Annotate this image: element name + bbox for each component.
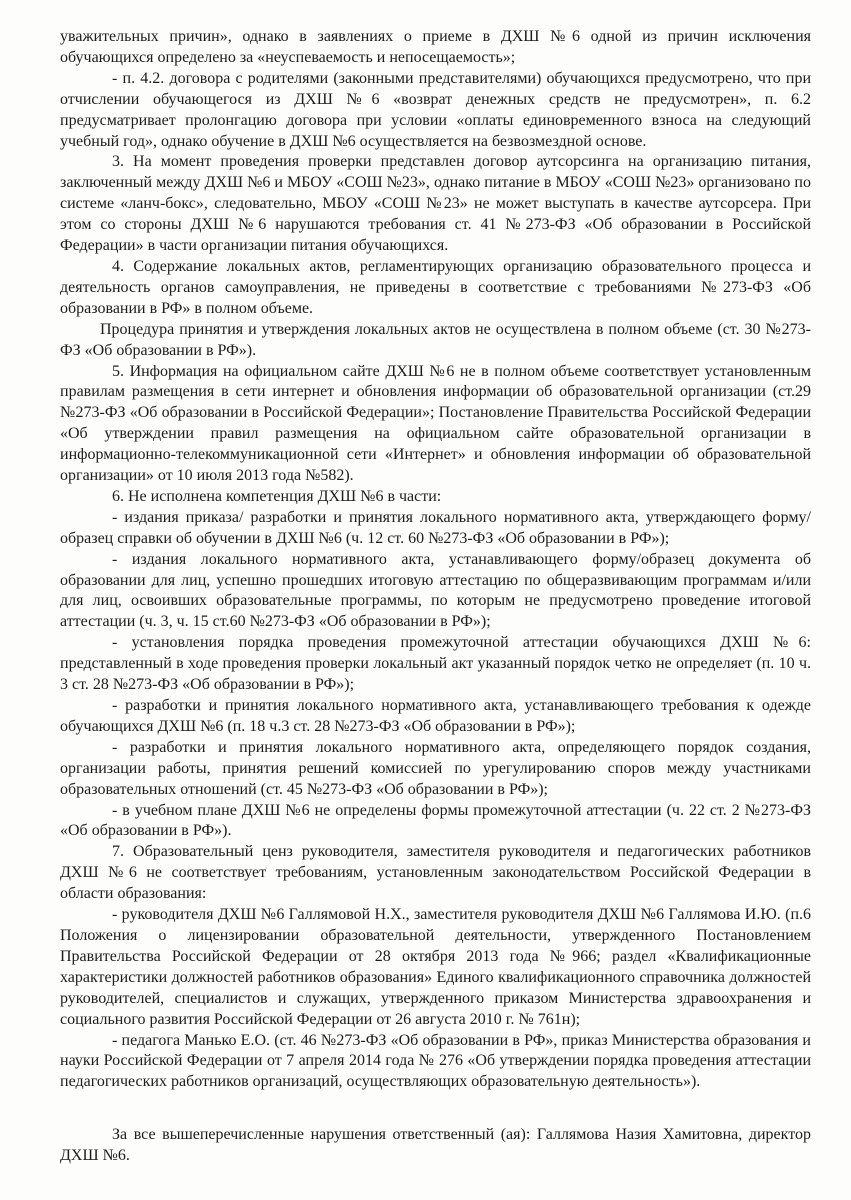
paragraph-item-6-d: - разработки и принятия локального нормативного акта, устанавливающего требования к одежде обучающихся ДХШ №6 (п. 18 ч.3 ст. 28 №273-ФЗ «Об образовании в РФ»); (60, 697, 811, 735)
paragraph-item-6-e: - разработки и принятия локального нормативного акта, определяющего порядок создания, организации работы, принятия решений комиссией по урегулированию споров между участниками образовательных отношений (ст. 45 №273-ФЗ «Об образовании в РФ»); (60, 738, 811, 798)
paragraph-continuation: уважительных причин», однако в заявлениях о приеме в ДХШ №6 одной из причин исключения обучающихся определено за «неуспеваемость и непосещаемость»; (60, 28, 811, 66)
paragraph-local-acts: Процедура принятия и утверждения локальных актов не осуществлена в полном объеме (ст. 30 №273-ФЗ «Об образовании в РФ»). (60, 320, 811, 359)
paragraph-item-6: 6. Не исполнена компетенция ДХШ №6 в части: (112, 487, 442, 505)
paragraph-item-7-a: - руководителя ДХШ №6 Галлямовой Н.Х., заместителя руководителя ДХШ №6 Галлямова И.Ю. (п.6 Положения о лицензировании образовательной деятельности, утвержденного Постановлением Правительства Российской Федерации от 28 октября 2013 года №966; раздел «Квалификационные характеристики должностей работников образования» Единого квалификационного справочника должностей руководителей, специалистов и служащих, утвержденного приказом Министерства здравоохранения и социального развития Российской Федерации от 26 августа 2010 г. № 761н); (60, 906, 811, 1028)
paragraph-item-7: 7. Образовательный ценз руководителя, заместителя руководителя и педагогических работников ДХШ №6 не соответствует требованиям, установленным законодательством Российской Федерации в области образования: (60, 843, 811, 903)
paragraph-item-7-b: - педагога Манько Е.О. (ст. 46 №273-ФЗ «Об образовании в РФ», приказ Министерства образования и науки Российской Федерации от 7 апреля 2014 года № 276 «Об утверждении порядка проведения аттестации педагогических работников организаций, осуществляющих образовательную деятельность»). (60, 1031, 811, 1091)
paragraph-closing: За все вышеперечисленные нарушения ответственный (ая): Галлямова Назия Хамитовна, директор ДХШ №6. (60, 1126, 811, 1165)
paragraph-item-6-a: - издания приказа/ разработки и принятия локального нормативного акта, утверждающего форму/образец справки об обучении в ДХШ №6 (ч. 12 ст. 60 №273-ФЗ «Об образовании в РФ»); (60, 508, 811, 547)
spacer (60, 1093, 811, 1125)
paragraph-item-4: 4. Содержание локальных актов, регламентирующих организацию образовательного процесса и деятельность органов самоуправления, не приведены в соответствие с требованиями №273-ФЗ «Об образовании в РФ» в полном объеме. (60, 257, 811, 317)
paragraph-contract-clause: - п. 4.2. договора с родителями (законными представителями) обучающихся предусмотрено, что при отчислении обучающегося из ДХШ №6 «возврат денежных средств не предусмотрен», п. 6.2 предусматривает пролонгацию договора при условии «оплаты единовременного взноса на следующий учебный год», однако обучение в ДХШ №6 осуществляется на безвозмездной основе. (60, 69, 811, 150)
paragraph-item-6-c: - установления порядка проведения промежуточной аттестации обучающихся ДХШ №6: представленный в ходе проведения проверки локальный акт указанный порядок четко не определяет (п. 10 ч. 3 ст. 28 №273-ФЗ «Об образовании в РФ»); (60, 634, 811, 694)
paragraph-item-5: 5. Информация на официальном сайте ДХШ №6 не в полном объеме соответствует установленным правилам размещения в сети интернет и обновления информации об образовательной организации (ст.29 №273-ФЗ «Об образовании в Российской Федерации»; Постановление Правительства Российской Федерации «Об утверждении правил размещения на официальном сайте образовательной организации в информационно-телекоммуникационной сети «Интернет» и обновления информации об образовательной организации» от 10 июля 2013 года №582). (60, 362, 811, 485)
paragraph-item-6-b: - издания локального нормативного акта, устанавливающего форму/образец документа об образовании для лиц, успешно прошедших итоговую аттестацию по общеразвивающим программам и/или для лиц, освоивших образовательные программы, по которым не предусмотрено проведение итоговой аттестации (ч. 3, ч. 15 ст.60 №273-ФЗ «Об образовании в РФ»); (60, 550, 811, 631)
paragraph-item-6-f: - в учебном плане ДХШ №6 не определены формы промежуточной аттестации (ч. 22 ст. 2 №273-ФЗ «Об образовании в РФ»). (60, 801, 811, 840)
paragraph-item-3: 3. На момент проведения проверки представлен договор аутсорсинга на организацию питания, заключенный между ДХШ №6 и МБОУ «СОШ №23», однако питание в МБОУ «СОШ №23» организовано по системе «ланч-бокс», следовательно, МБОУ «СОШ №23» не может выступать в качестве аутсорсера. При этом со стороны ДХШ №6 нарушаются требования ст. 41 №273-ФЗ «Об образовании в Российской Федерации» в части организации питания обучающихся. (60, 153, 811, 255)
